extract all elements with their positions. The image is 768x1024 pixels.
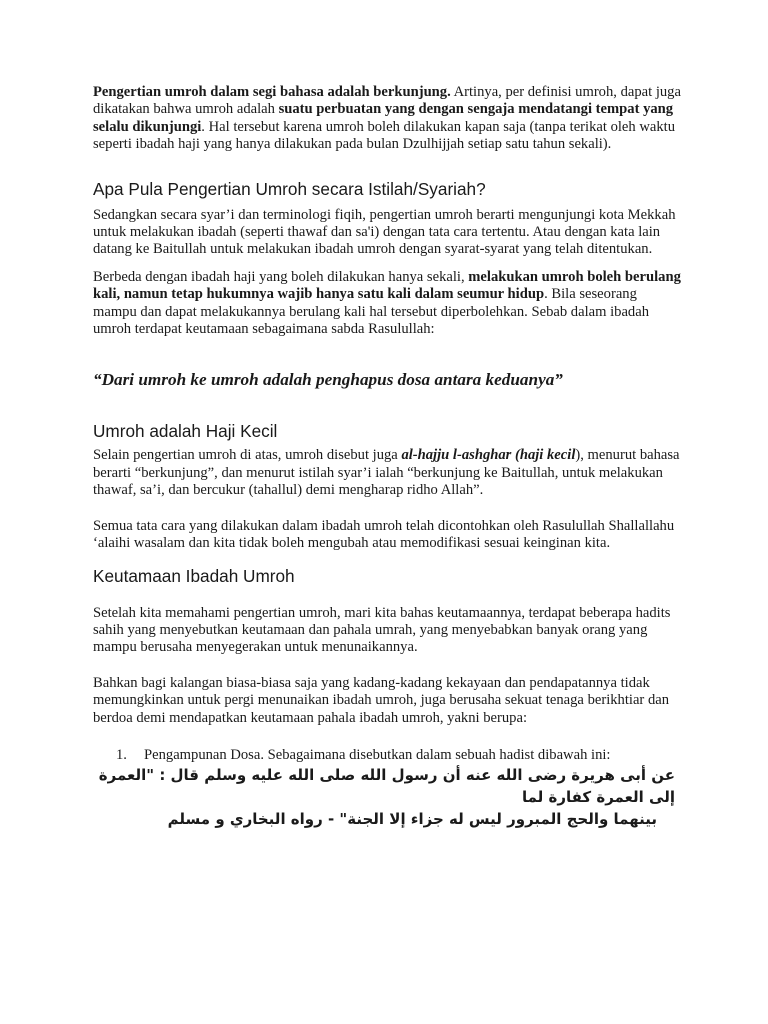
arabic-hadith	[93, 764, 675, 830]
paragraph-definition-language: Pengertian umroh dalam segi bahasa adalah berkunjung. Artinya, per definisi umroh, dapat juga dikatakan bahwa umroh adalah suatu perbuatan yang dengan sengaja mendatangi tempat yang selalu dikunjungi. Hal tersebut karena umroh boleh dilakukan kapan saja (tanpa terikat oleh waktu seperti ibadah haji yang hanya dilakukan pada bulan Dzulhijjah setiap satu tahun sekali).	[93, 84, 681, 153]
heading-keutamaan: Keutamaan Ibadah Umroh	[93, 565, 295, 586]
paragraph-keutamaan-ikhtiar: Bahkan bagi kalangan biasa-biasa saja yang kadang-kadang kekayaan dan pendapatannya tidak memungkinkan untuk pergi menunaikan ibadah umroh, juga berusaha sekuat tenaga berikhtiar dan berdoa demi mendapatkan keutamaan pahala ibadah umroh, yakni berupa:	[93, 674, 670, 726]
heading-istilah: Apa Pula Pengertian Umroh secara Istilah/Syariah?	[93, 178, 486, 199]
heading-haji-kecil: Umroh adalah Haji Kecil	[93, 421, 278, 442]
paragraph-definition-terminology: Sedangkan secara syar’i dan terminologi fiqih, pengertian umroh berarti mengunjungi kota Mekkah untuk melakukan ibadah (seperti thawaf dan sa'i) dengan tata cara tertentu. Atau dengan kata lain datang ke Baitullah untuk melakukan ibadah umroh dengan syarat-syarat yang telah ditentukan.	[93, 206, 676, 258]
bold-phrase: Pengertian umroh dalam segi bahasa adalah berkunjung.	[93, 84, 451, 100]
arabic-line-2: بينهما والحج المبرور ليس له جزاء إلا الجنة" - رواه البخاري و مسلم	[167, 810, 657, 829]
document-page	[93, 84, 683, 830]
paragraph-tata-cara: Semua tata cara yang dilakukan dalam ibadah umroh telah dicontohkan oleh Rasulullah Shallallahu ‘alaihi wasalam dan kita tidak boleh mengubah atau memodifikasi sesuai keinginan kita.	[93, 517, 675, 552]
bold-phrase: melakukan umroh boleh berulang kali, namun tetap hukumnya wajib hanya satu kali dalam seumur hidup	[93, 268, 681, 303]
bold-italic-phrase: al-hajju l-ashghar (haji kecil	[401, 447, 576, 464]
paragraph-haji-kecil: Selain pengertian umroh di atas, umroh disebut juga al-hajju l-ashghar (haji kecil), menurut bahasa berarti “berkunjung”, dan menurut istilah syar’i ialah “berkunjung ke Baitullah, untuk melakukan thawaf, sa’i, dan bercukur (tahallul) demi mengharap ridho Allah”.	[93, 447, 680, 499]
paragraph-keutamaan-intro: Setelah kita memahami pengertian umroh, mari kita bahas keutamaannya, terdapat beberapa hadits sahih yang menyebutkan keutamaan dan pahala umrah, yang menyebabkan banyak orang yang mampu berusaha menyegerakan untuk menunaikannya.	[93, 604, 671, 656]
list-number: 1.	[116, 746, 127, 763]
paragraph-umroh-repeat: Berbeda dengan ibadah haji yang boleh dilakukan hanya sekali, melakukan umroh boleh berulang kali, namun tetap hukumnya wajib hanya satu kali dalam seumur hidup. Bila seseorang mampu dan dapat melakukannya berulang kali hal tersebut diperbolehkan. Sebab dalam ibadah umroh terdapat keutamaan sebagaimana sabda Rasulullah:	[93, 268, 681, 338]
hadith-quote: “Dari umroh ke umroh adalah penghapus dosa antara keduanya”	[93, 370, 563, 390]
bold-phrase: suatu perbuatan yang dengan sengaja mendatangi tempat yang selalu dikunjungi	[93, 101, 674, 135]
arabic-line-1: عن أبى هريرة رضى الله عنه أن رسول الله صلى الله عليه وسلم قال : "العمرة إلى العمرة كفارة لما	[98, 766, 675, 807]
list-item	[93, 747, 683, 764]
list-item-text: Pengampunan Dosa. Sebagaimana disebutkan dalam sebuah hadist dibawah ini:	[144, 746, 611, 763]
